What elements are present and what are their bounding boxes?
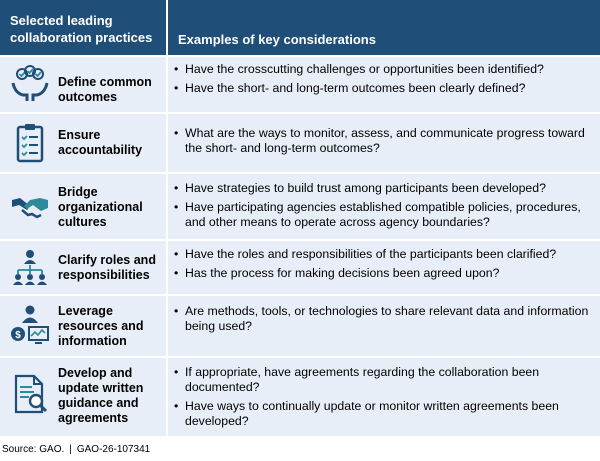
consideration-item: • Have strategies to build trust among participants been developed?	[174, 181, 594, 196]
practice-label: Define common outcomes	[58, 75, 152, 104]
source-note	[2, 444, 150, 455]
table-row	[0, 296, 600, 356]
considerations-list	[174, 365, 594, 433]
practice-label: Clarify roles and responsibilities	[58, 253, 156, 282]
hands-holding-checks-icon	[10, 65, 50, 105]
document-magnifier-icon	[10, 374, 50, 414]
header-practices: Selected leading collaboration practices	[10, 13, 153, 45]
clipboard-checklist-icon	[10, 123, 50, 163]
practice-label: Develop and update written guidance and agreements	[58, 366, 144, 425]
table-row	[0, 114, 600, 172]
considerations-list	[174, 126, 594, 160]
considerations-list	[174, 181, 594, 234]
consideration-item: • Have participating agencies established compatible policies, procedures, and other means to operate across agency boundaries?	[174, 200, 594, 230]
header-divider	[166, 0, 168, 55]
practice-label: Bridge organizational cultures	[58, 185, 143, 229]
consideration-item: • Have the short- and long-term outcomes been clearly defined?	[174, 81, 594, 96]
considerations-list	[174, 62, 594, 100]
table-row	[0, 174, 600, 239]
consideration-item: • Has the process for making decisions been agreed upon?	[174, 266, 594, 281]
practice-label: Leverage resources and information	[58, 304, 144, 348]
considerations-list	[174, 247, 594, 285]
svg-text:$: $	[15, 330, 21, 341]
report-number: GAO-26-107341	[76, 444, 151, 455]
table-row	[0, 57, 600, 112]
consideration-item: • Have the roles and responsibilities of the participants been clarified?	[174, 247, 594, 262]
table-header	[0, 0, 600, 55]
practice-label: Ensure accountability	[58, 128, 143, 157]
table-row	[0, 358, 600, 436]
handshake-icon	[10, 186, 50, 226]
consideration-item: • Have ways to continually update or monitor written agreements been developed?	[174, 399, 594, 429]
consideration-item: • If appropriate, have agreements regarding the collaboration been documented?	[174, 365, 594, 395]
table-row	[0, 241, 600, 294]
person-dollar-monitor-icon	[10, 304, 50, 344]
header-considerations: Examples of key considerations	[178, 32, 376, 47]
consideration-item: • Have the crosscutting challenges or opportunities been identified?	[174, 62, 594, 77]
org-chart-icon	[10, 248, 50, 288]
consideration-item: • Are methods, tools, or technologies to share relevant data and information being used?	[174, 304, 594, 334]
considerations-list	[174, 304, 594, 338]
source-separator: |	[69, 444, 72, 455]
source-text: Source: GAO.	[2, 444, 65, 455]
consideration-item: • What are the ways to monitor, assess, and communicate progress toward the short- and long-term outcomes?	[174, 126, 594, 156]
